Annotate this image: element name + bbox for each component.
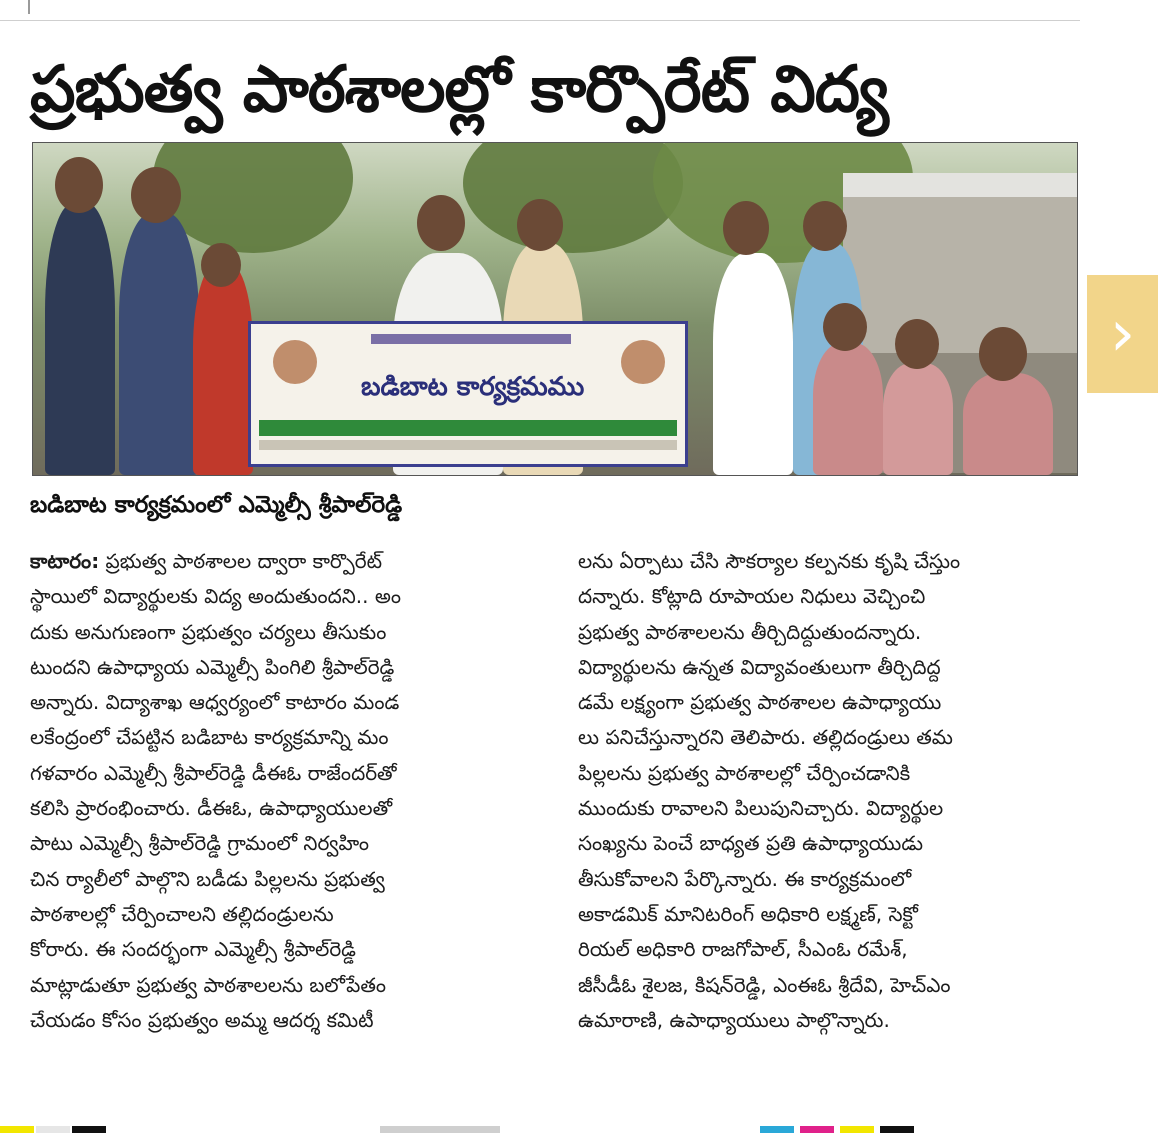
top-rule [0,0,1080,21]
article-photo [32,142,1078,476]
photo-person [883,363,953,475]
photo-person [713,253,793,475]
article-line: ముందుకు రావాలని పిలుపునిచ్చారు. విద్యార్థుల [578,796,944,821]
article-line: లకేంద్రంలో చేపట్టిన బడిబాట కార్యక్రమాన్ని మం [30,725,389,750]
photo-head [979,327,1027,381]
article-line: చిన ర్యాలీలో పాల్గొని బడీడు పిల్లలను ప్రభుత్వ [30,866,385,891]
article-line [30,544,530,579]
article-line: పాఠశాలల్లో చేర్పించాలని తల్లిదండ్రులను [30,901,334,926]
article-line: గళవారం ఎమ్మెల్సీ శ్రీపాల్‌రెడ్డి డీఈఓ రాజేందర్‌తో [30,760,397,785]
article-line: టుందని ఉపాధ్యాయ ఎమ్మెల్సీ పింగిలి శ్రీపాల్‌రెడ్డి [30,654,395,679]
register-mark [880,1126,914,1133]
article-line: స్థాయిలో విద్యార్థులకు విద్య అందుతుందని.. అం [30,584,402,609]
register-mark [760,1126,794,1133]
article-line: లను ఏర్పాటు చేసి సౌకర్యాల కల్పనకు కృషి చేస్తుం [578,549,961,573]
register-mark [72,1126,106,1133]
photo-head [417,195,465,251]
photo-person [813,343,883,475]
register-mark [36,1126,70,1133]
next-article-button[interactable] [1087,275,1158,393]
article-line: సంఖ్యను పెంచే బాధ్యత ప్రతి ఉపాధ్యాయుడు [578,831,924,856]
photo-person [119,213,199,475]
photo-person [193,263,253,475]
article-line: జీసీడీఓ శైలజ, కిషన్‌రెడ్డి, ఎంఈఓ శ్రీదేవి, హెచ్‌ఎం [578,972,951,997]
banner-title: బడిబాట కార్యక్రమము [361,372,585,402]
photo-head [201,243,241,287]
banner-green-strip [259,420,677,436]
article-line: తీసుకోవాలని పేర్కొన్నారు. ఈ కార్యక్రమంలో [578,866,912,891]
dateline: కాటారం: [30,549,100,573]
article-line: డమే లక్ష్యంగా ప్రభుత్వ పాఠశాలల ఉపాధ్యాయు [578,690,942,715]
article-line: దుకు అనుగుణంగా ప్రభుత్వం చర్యలు తీసుకుం [30,619,387,644]
banner-portrait [273,340,317,384]
photo-head [895,319,939,369]
badibata-banner [248,321,688,467]
article-column-right [578,544,1078,1038]
article-line: ఉమారాణి, ఉపాధ్యాయులు పాల్గొన్నారు. [578,1007,890,1032]
article-line: కలిసి ప్రారంభించారు. డీఈఓ, ఉపాధ్యాయులతో [30,796,393,821]
article-line: దన్నారు. కోట్లాది రూపాయల నిధులు వెచ్చించి [578,584,926,609]
photo-head [723,201,769,255]
photo-head [55,157,103,213]
photo-caption: బడిబాట కార్యక్రమంలో ఎమ్మెల్సీ శ్రీపాల్‌రెడ్డి [30,492,403,518]
photo-head [823,303,867,351]
banner-header-strip [371,334,571,344]
article-line: చేయడం కోసం ప్రభుత్వం అమ్మ ఆదర్శ కమిటీ [30,1007,374,1032]
article-line: ప్రభుత్వ పాఠశాలలను తీర్చిదిద్దుతుందన్నారు. [578,619,922,644]
article-headline: ప్రభుత్వ పాఠశాలల్లో కార్పొరేట్ విద్య [30,53,888,127]
article-line: రియల్ అధికారి రాజగోపాల్, సీఎంఓ రమేశ్, [578,937,908,962]
article-line: విద్యార్థులను ఉన్నత విద్యావంతులుగా తీర్చిదిద్ద [578,654,941,679]
article-line-text: ప్రభుత్వ పాఠశాలల ద్వారా కార్పొరేట్ [99,549,383,573]
article-line: పిల్లలను ప్రభుత్వ పాఠశాలల్లో చేర్పించడానికి [578,760,911,785]
photo-person [45,203,115,475]
article-line: అన్నారు. విద్యాశాఖ ఆధ్వర్యంలో కాటారం మండ [30,690,400,715]
article-line: లు పనిచేస్తున్నారని తెలిపారు. తల్లిదండ్రులు తమ [578,725,953,750]
chevron-right-icon: › [1109,297,1136,371]
article-line: పాటు ఎమ్మెల్సీ శ్రీపాల్‌రెడ్డి గ్రామంలో నిర్వహిం [30,831,370,856]
article-line: మాట్లాడుతూ ప్రభుత్వ పాఠశాలలను బలోపేతం [30,972,387,997]
register-mark [800,1126,834,1133]
photo-person [963,373,1053,475]
register-mark [840,1126,874,1133]
banner-portrait [621,340,665,384]
photo-head [517,199,563,251]
photo-tree [463,142,683,253]
column-tick [28,0,30,14]
register-mark [380,1126,500,1133]
register-mark [0,1126,34,1133]
article-line: కోరారు. ఈ సందర్భంగా ఎమ్మెల్సీ శ్రీపాల్‌రెడ్డి [30,937,356,962]
photo-head [803,201,847,251]
article-line: అకాడమిక్ మానిటరింగ్ అధికారి లక్ష్మణ్, సెక్టో [578,901,918,926]
banner-footer-strip [259,440,677,450]
photo-head [131,167,181,223]
article-column-left [30,544,530,1038]
